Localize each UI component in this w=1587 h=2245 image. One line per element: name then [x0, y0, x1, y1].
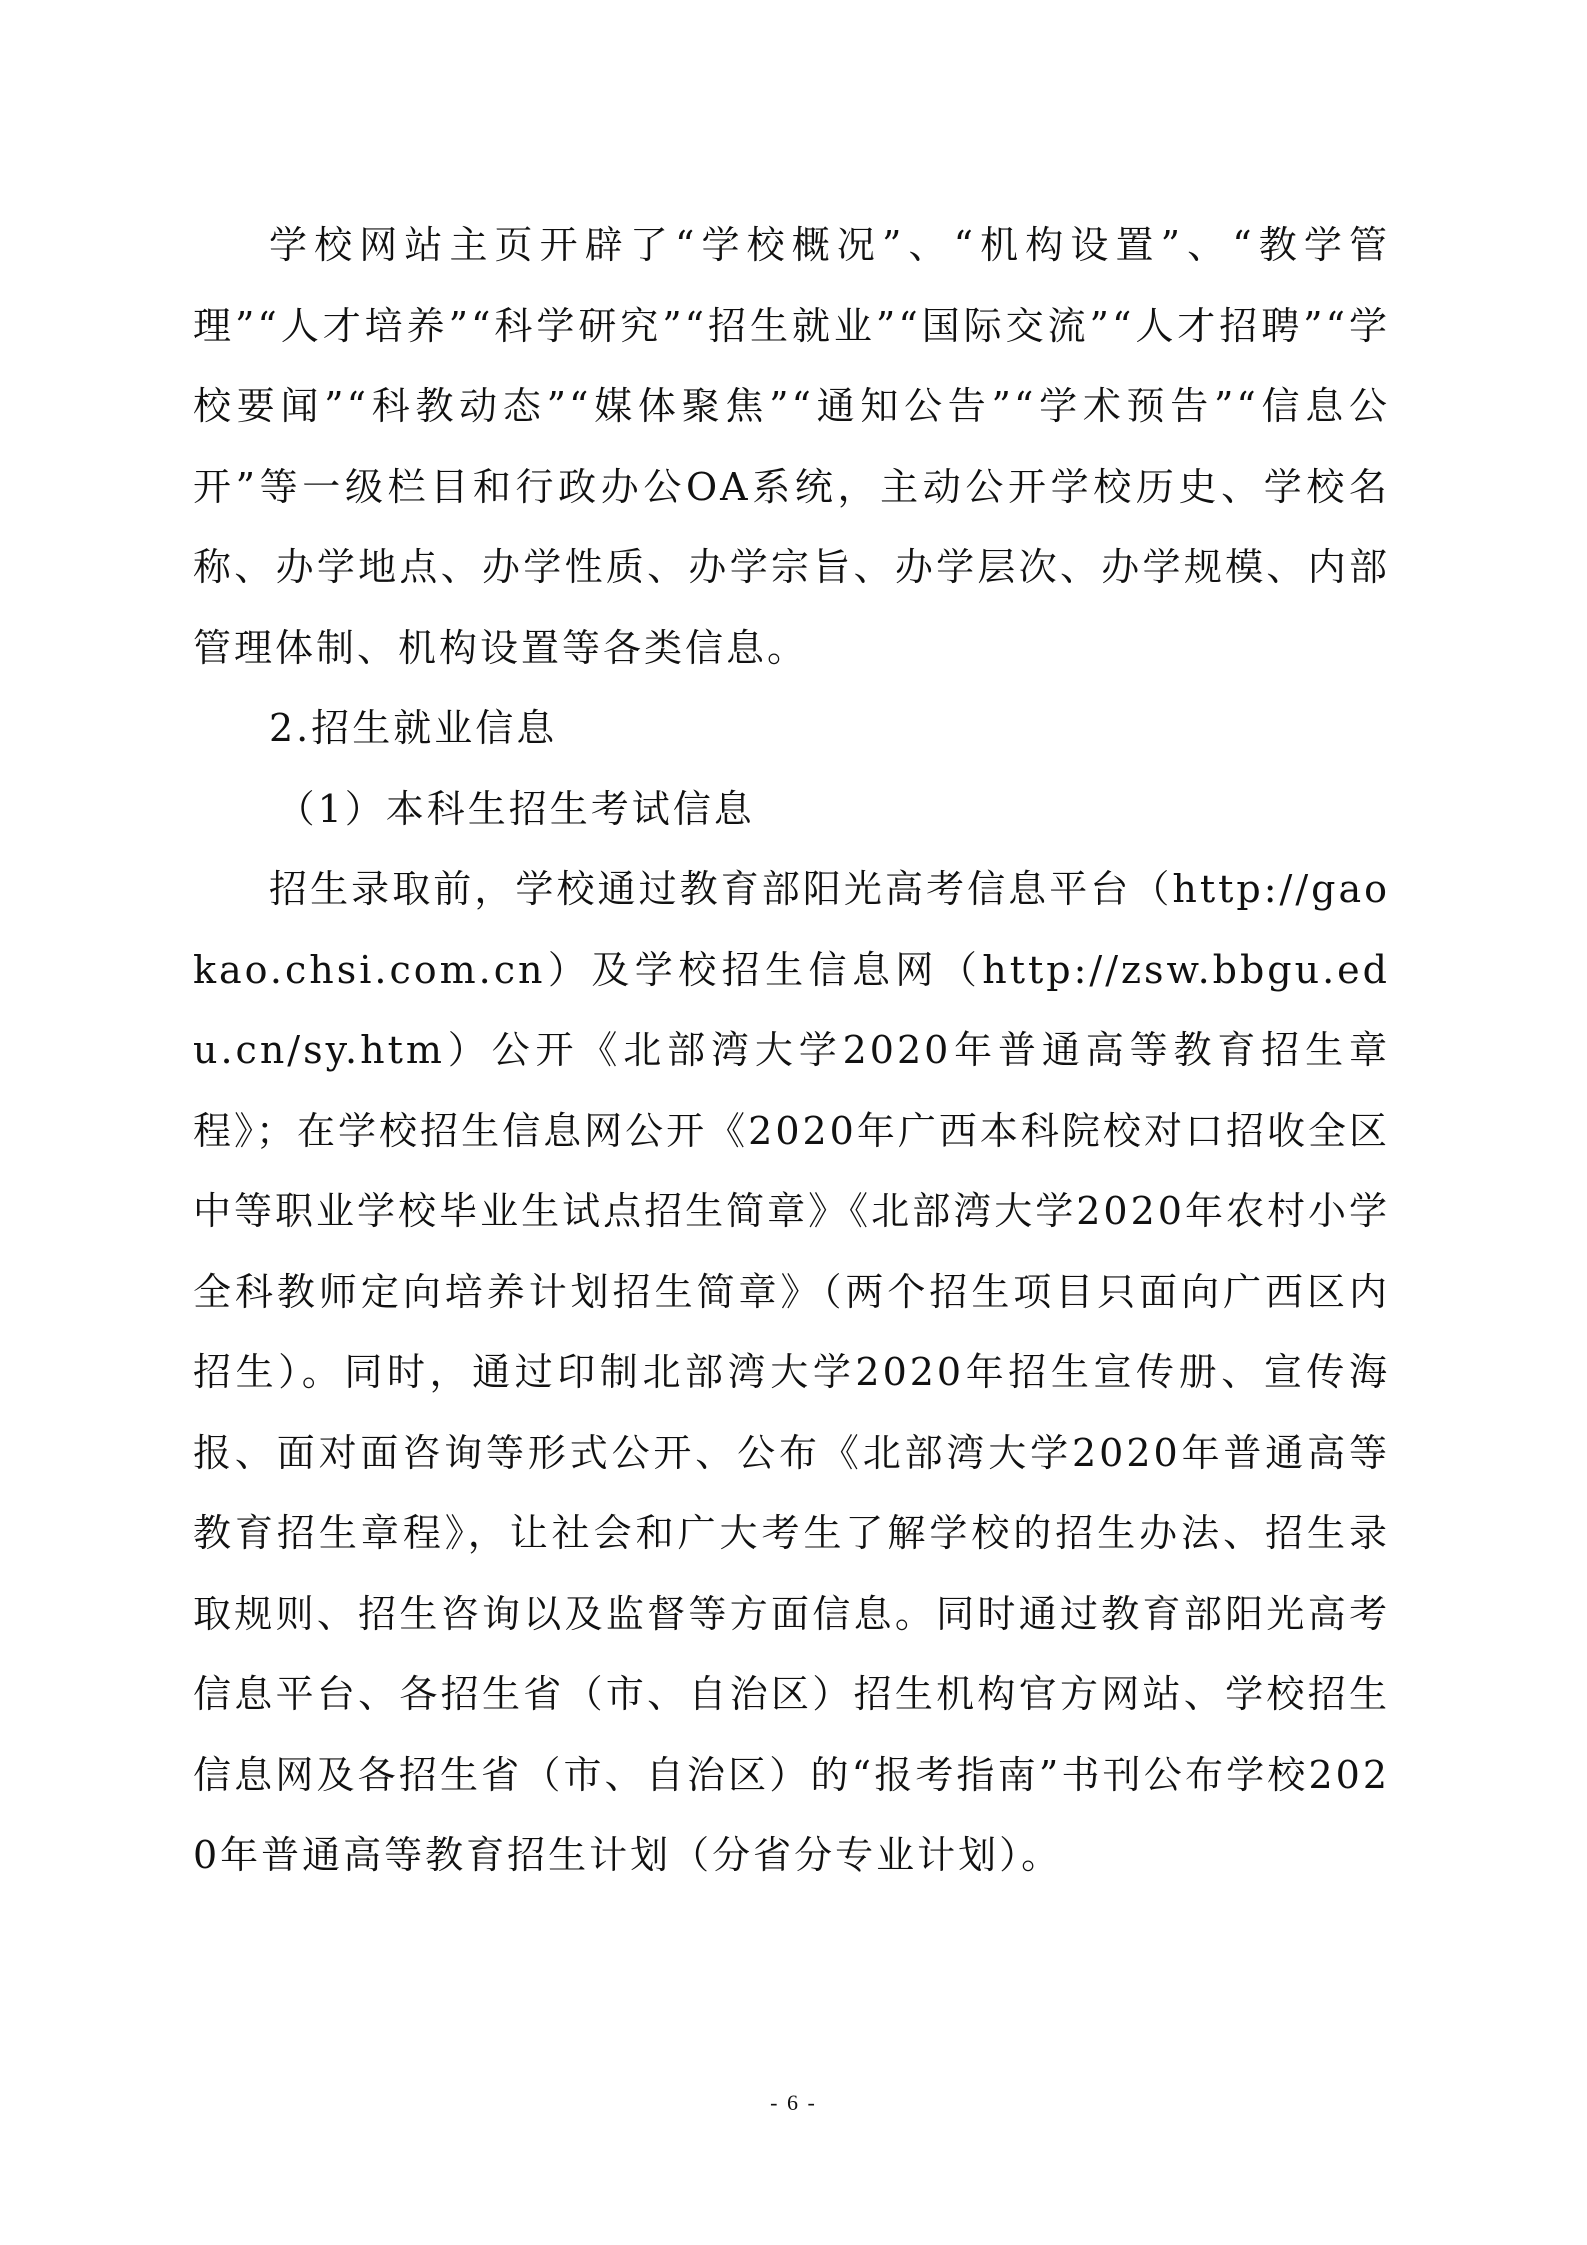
- paragraph-admissions-body: 招生录取前，学校通过教育部阳光高考信息平台（http://gaokao.chsi.com.cn）及学校招生信息网（http://zsw.bbgu.edu.cn/sy.htm）公开《北部湾大学2020年普通高等教育招生章程》；在学校招生信息网公开《2020年广西本科院校对口招收全区中等职业学校毕业生试点招生简章》《北部湾大学2020年农村小学全科教师定向培养计划招生简章》（两个招生项目只面向广西区内招生）。同时，通过印制北部湾大学2020年招生宣传册、宣传海报、面对面咨询等形式公开、公布《北部湾大学2020年普通高等教育招生章程》，让社会和广大考生了解学校的招生办法、招生录取规则、招生咨询以及监督等方面信息。同时通过教育部阳光高考信息平台、各招生省（市、自治区）招生机构官方网站、学校招生信息网及各招生省（市、自治区）的“报考指南”书刊公布学校2020年普通高等教育招生计划（分省分专业计划）。: [193, 867, 1390, 1877]
- subsection-heading-undergrad: （1）本科生招生考试信息: [276, 786, 755, 831]
- section-heading-admissions: 2.招生就业信息: [269, 706, 558, 750]
- page-number: - 6 -: [770, 2090, 817, 2115]
- paragraph-website-intro: 学校网站主页开辟了“学校概况”、“机构设置”、“教学管理”“人才培养”“科学研究”“招生就业”“国际交流”“人才招聘”“学校要闻”“科教动态”“媒体聚焦”“通知公告”“学术预告”“信息公开”等一级栏目和行政办公OA系统，主动公开学校历史、学校名称、办学地点、办学性质、办学宗旨、办学层次、办学规模、内部管理体制、机构设置等各类信息。: [193, 223, 1390, 670]
- page-content: [193, 205, 1390, 1896]
